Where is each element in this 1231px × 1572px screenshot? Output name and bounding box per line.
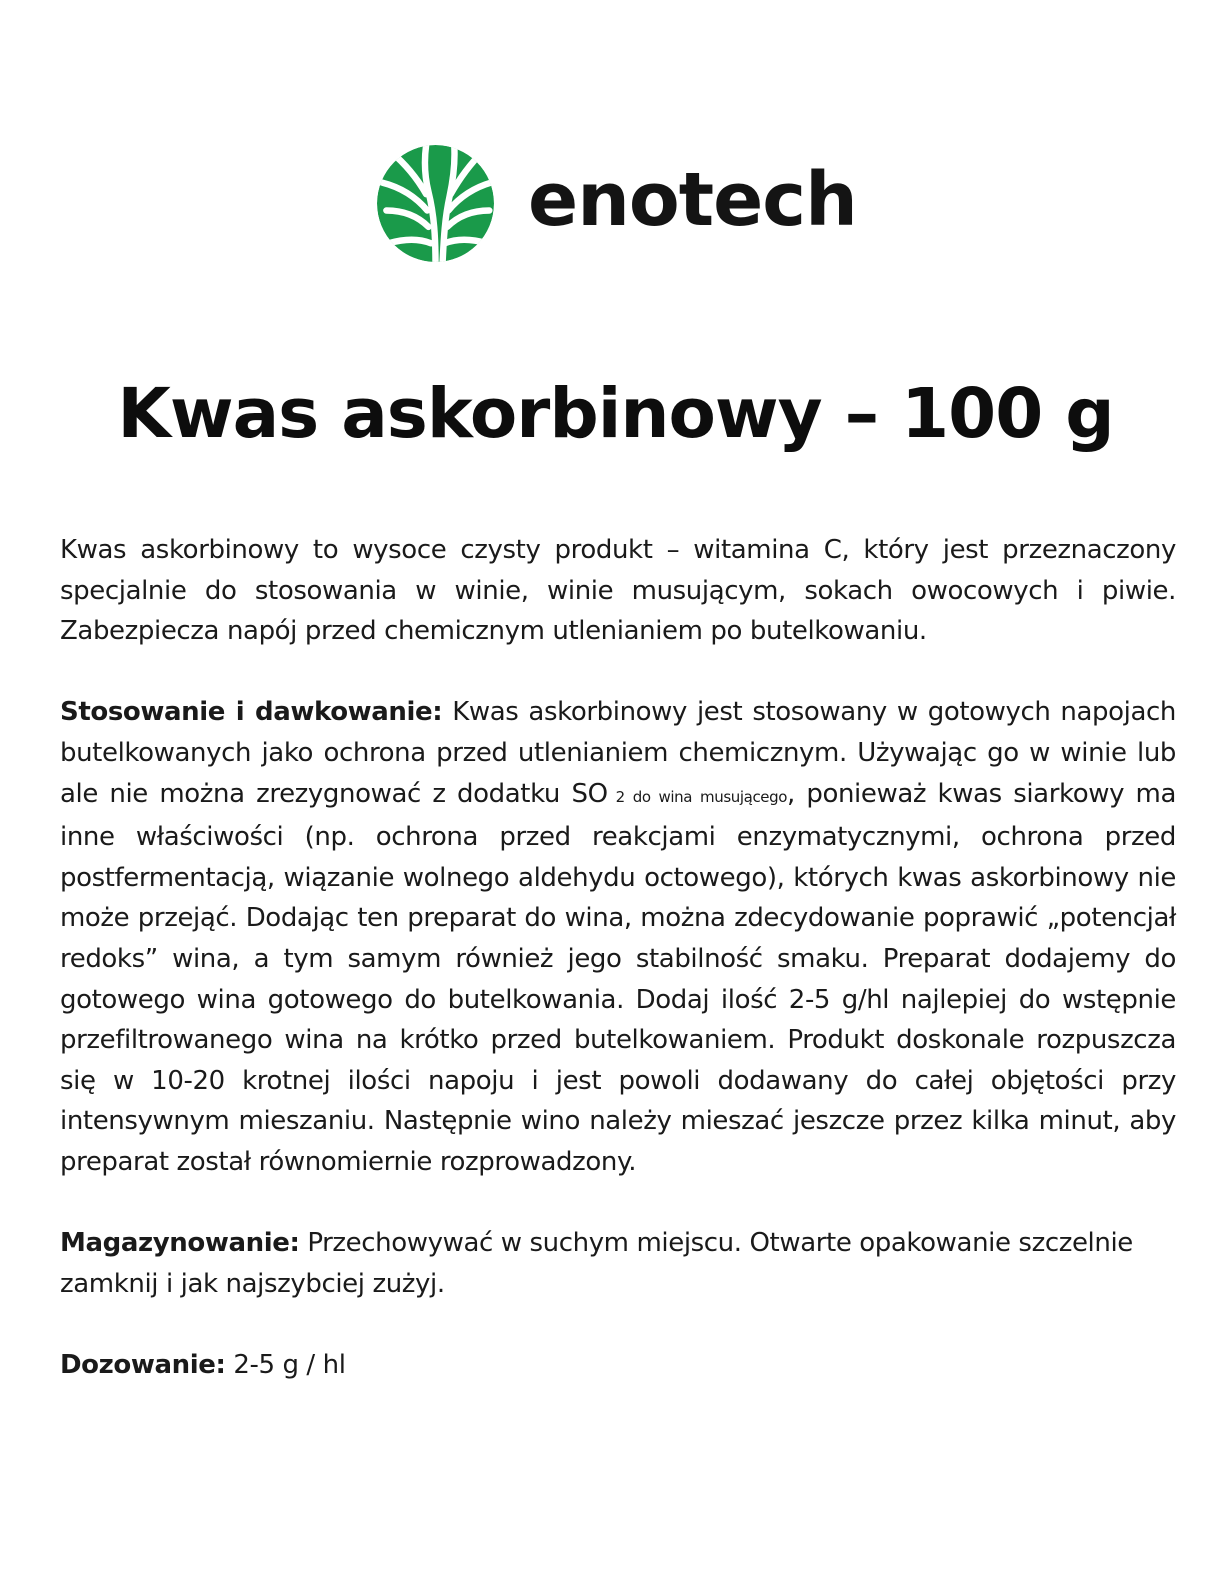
brand-logo (377, 145, 857, 262)
enotech-leaf-icon (377, 145, 494, 262)
storage-label: Magazynowanie: (60, 1228, 300, 1259)
storage-text: Przechowywać w suchym miejscu. Otwarte opakowanie szczelnie zamknij i jak najszybciej zużyj. (60, 1228, 1133, 1299)
usage-paragraph (60, 692, 1176, 1182)
dosage-paragraph (60, 1345, 1176, 1386)
dosage-text: 2-5 g / hl (225, 1349, 346, 1380)
storage-paragraph (60, 1223, 1176, 1304)
usage-subscript: 2 do wina musującego (607, 787, 788, 806)
page-title: Kwas askorbinowy – 100 g (117, 374, 1114, 454)
usage-text-part-2: , ponieważ kwas siarkowy ma inne właściwości (np. ochrona przed reakcjami enzymatycznymi, ochrona przed postfermentacją, wiązanie wolnego aldehydu octowego), których kwas askorbinowy nie może przejąć. Dodając ten preparat do wina, można zdecydowanie poprawić „potencjał redoks” wina, a tym samym również jego stabilność smaku. Preparat dodajemy do gotowego wina gotowego do butelkowania. Dodaj ilość 2-5 g/hl najlepiej do wstępnie przefiltrowanego wina na krótko przed butelkowaniem. Produkt doskonale rozpuszcza się w 10-20 krotnej ilości napoju i jest powoli dodawany do całej objętości przy intensywnym mieszaniu. Następnie wino należy mieszać jeszcze przez kilka minut, aby preparat został równomiernie rozprowadzony. (60, 778, 1177, 1177)
document-body (60, 530, 1176, 1426)
brand-name: enotech (528, 156, 857, 243)
dosage-label: Dozowanie: (60, 1349, 226, 1380)
usage-label: Stosowanie i dawkowanie: (60, 697, 443, 728)
usage-text-part-1: Kwas askorbinowy jest stosowany w gotowych napojach butelkowanych jako ochrona przed utlenianiem chemicznym. Używając go w winie lub ale nie można zrezygnować z dodatku SO (60, 697, 1176, 809)
intro-paragraph: Kwas askorbinowy to wysoce czysty produkt – witamina C, który jest przeznaczony specjalnie do stosowania w winie, winie musującym, sokach owocowych i piwie. Zabezpiecza napój przed chemicznym utlenianiem po butelkowaniu. (60, 535, 1176, 647)
